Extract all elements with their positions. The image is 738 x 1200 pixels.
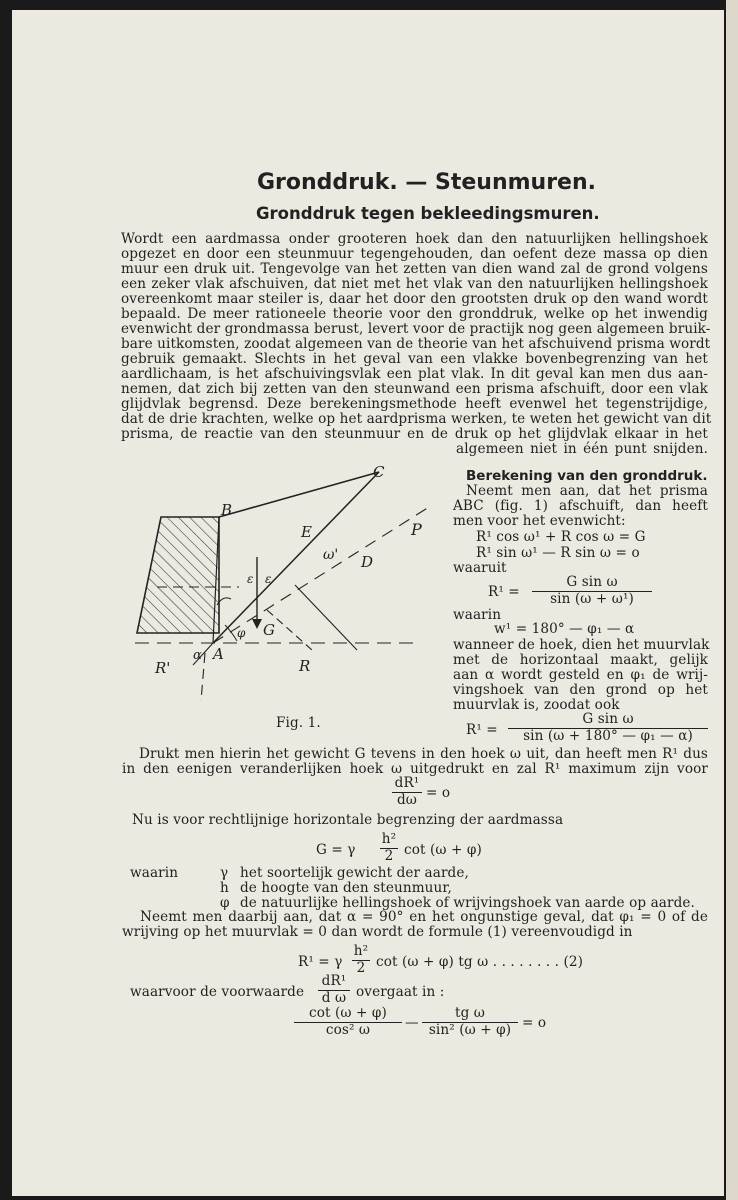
text-line: wanneer de hoek, dien het muurvlak <box>453 637 710 653</box>
text-line: glijdvlak begrensd. Deze berekeningsmethode heeft evenwel het tegenstrijdige, <box>121 396 708 412</box>
numerator: G sin ω <box>566 574 618 590</box>
equation-4: w¹ = 180° — φ₁ — α <box>494 621 635 637</box>
text-line: Neemt men daarbij aan, dat α = 90° en het ongunstige geval, dat φ₁ = 0 of de <box>140 909 708 925</box>
equation-1: R¹ cos ω¹ + R cos ω = G <box>476 529 646 545</box>
label-B: B <box>221 501 233 519</box>
equation-3-fraction <box>532 575 652 607</box>
numerator: G sin ω <box>582 711 634 727</box>
text-line: overgaat in : <box>356 984 445 1000</box>
equation-3-lhs: R¹ = <box>488 584 520 600</box>
text-line: muurvlak is, zoodat ook <box>453 697 620 713</box>
text-line: bepaald. De meer rationeele theorie voor den gronddruk, welke op het inwendig <box>121 306 708 322</box>
label-D: D <box>361 553 374 571</box>
section-heading: Berekening van den gronddruk. <box>466 468 708 484</box>
text-line: aan α wordt gesteld en φ₁ de wrij- <box>453 667 708 683</box>
definition-symbol: h <box>220 880 229 896</box>
text-line: vingshoek van den grond op het <box>453 682 708 698</box>
label-eps: ε <box>247 572 254 586</box>
equation-7-fraction <box>380 832 398 864</box>
text-line: evenwicht der grondmassa berust, levert voor de practijk nog geen algemeen bruik- <box>121 321 711 337</box>
label-A: A <box>213 645 224 663</box>
adjacent-page-edge <box>726 0 738 1200</box>
minus-sign: — <box>405 1015 419 1031</box>
equation-8-rhs: cot (ω + φ) tg ω . . . . . . . . (2) <box>376 954 584 970</box>
numerator: tg ω <box>455 1005 485 1021</box>
text-line: Nu is voor rechtlijnige horizontale begrenzing der aardmassa <box>132 812 564 828</box>
text-line: waarvoor de voorwaarde <box>130 984 305 1000</box>
sliding-plane-line <box>213 472 379 643</box>
section-title: Gronddruk tegen bekleedingsmuren. <box>256 204 600 223</box>
label-E: E <box>301 523 312 541</box>
label-alpha: α <box>193 648 202 663</box>
numerator: dR¹ <box>394 775 420 791</box>
denominator: 2 <box>380 848 398 865</box>
definition-symbol: γ <box>220 865 229 881</box>
label-omega1: ω' <box>323 547 339 563</box>
definition-symbol: φ <box>220 895 230 911</box>
text-line: overeenkomt maar steiler is, daar het door den grootsten druk op den wand wordt <box>121 291 708 307</box>
weight-arrowhead <box>252 619 262 629</box>
text-line: algemeen niet in één punt snijden. <box>456 441 708 457</box>
retaining-wall <box>137 517 219 633</box>
definition-text: de hoogte van den steunmuur, <box>240 880 452 896</box>
text-line: waaruit <box>453 560 507 576</box>
equation-7-rhs: cot (ω + φ) <box>404 842 482 858</box>
numerator: cot (ω + φ) <box>309 1005 387 1021</box>
label-P: P <box>411 520 422 539</box>
ground-surface-line <box>219 472 379 517</box>
label-G: G <box>263 621 275 639</box>
text-line: Drukt men hierin het gewicht G tevens in den hoek ω uit, dan heeft men R¹ dus <box>139 746 708 762</box>
page-title: Gronddruk. — Steunmuren. <box>257 170 596 195</box>
text-line: ABC (fig. 1) afschuift, dan heeft <box>453 498 708 514</box>
definition-text: de natuurlijke hellingshoek of wrijvingshoek van aarde op aarde. <box>240 895 695 911</box>
text-line: bare uitkomsten, zoodat algemeen van de theorie van het afschuivend prisma wordt <box>121 336 711 352</box>
text-line: nemen, dat zich bij zetten van den steunwand een prisma afschuift, door een vlak <box>121 381 708 397</box>
pressure-line <box>295 585 357 650</box>
equation-9-fraction-2 <box>422 1006 518 1038</box>
equation-7-lhs: G = γ <box>316 842 356 858</box>
definition-text: het soortelijk gewicht der aarde, <box>240 865 469 881</box>
denominator: dω <box>392 792 422 809</box>
label-R: R <box>299 657 311 675</box>
numerator: dR¹ <box>321 973 347 989</box>
numerator: h² <box>381 831 397 847</box>
friction-angle-line <box>213 507 429 643</box>
figure-earth-pressure-diagram <box>127 455 457 715</box>
text-line: met de horizontaal maakt, gelijk <box>453 652 708 668</box>
denominator: sin (ω + ω¹) <box>532 591 652 608</box>
text-line: dat de drie krachten, welke op het aardprisma werken, te weten het gewicht van dit <box>121 411 712 427</box>
figure-caption: Fig. 1. <box>276 715 321 731</box>
text-line: men voor het evenwicht: <box>453 513 626 529</box>
phi-arc <box>225 625 237 641</box>
text-line: waarin <box>453 607 502 623</box>
equation-9a-fraction <box>318 974 350 1006</box>
denominator: sin (ω + 180° — φ₁ — α) <box>508 728 708 745</box>
text-line: Neemt men aan, dat het prisma <box>466 483 708 499</box>
text-line: muur een druk uit. Tengevolge van het zetten van dien wand zal de grond volgens <box>121 261 708 277</box>
label-R1: R' <box>155 659 171 677</box>
denominator: 2 <box>352 960 370 977</box>
denominator: d ω <box>318 990 350 1007</box>
text-line: opgezet en door een steunmuur tegengehouden, dan oefent deze massa op dien <box>121 246 708 262</box>
denominator: cos² ω <box>294 1022 402 1039</box>
equation-5-fraction <box>508 712 708 744</box>
equation-6-rhs: = o <box>426 785 451 801</box>
text-line: aardlichaam, is het afschuivingsvlak een plat vlak. In dit geval kan men dus aan- <box>121 366 708 382</box>
equation-8-lhs: R¹ = γ <box>298 954 343 970</box>
equation-2: R¹ sin ω¹ — R sin ω = o <box>476 545 640 561</box>
equation-9-fraction-1 <box>294 1006 402 1038</box>
equation-9-rhs: = o <box>522 1015 547 1031</box>
text-line: gebruik gemaakt. Slechts in het geval van een vlakke bovenbegrenzing van het <box>121 351 708 367</box>
label-C: C <box>373 463 385 481</box>
text-line: een zeker vlak afschuiven, dat niet met het vlak van den natuurlijken hellingshoek <box>121 276 708 292</box>
text-line: in den eenigen veranderlijken hoek ω uitgedrukt en zal R¹ maximum zijn voor <box>122 761 708 777</box>
label-phi: φ <box>237 626 246 640</box>
label-eps-2: ε <box>265 572 272 586</box>
text-line: wrijving op het muurvlak = 0 dan wordt de formule (1) vereenvoudigd in <box>122 924 633 940</box>
equation-6-fraction <box>392 776 422 808</box>
equation-5-lhs: R¹ = <box>466 722 498 738</box>
denominator: sin² (ω + φ) <box>422 1022 518 1039</box>
book-page <box>12 10 724 1196</box>
definition-lead: waarin <box>130 865 179 881</box>
equation-8-fraction <box>352 944 370 976</box>
numerator: h² <box>353 943 369 959</box>
text-line: Wordt een aardmassa onder grooteren hoek dan den natuurlijken hellingshoek <box>121 231 708 247</box>
text-line: prisma, de reactie van den steunmuur en de druk op het glijdvlak elkaar in het <box>121 426 708 442</box>
